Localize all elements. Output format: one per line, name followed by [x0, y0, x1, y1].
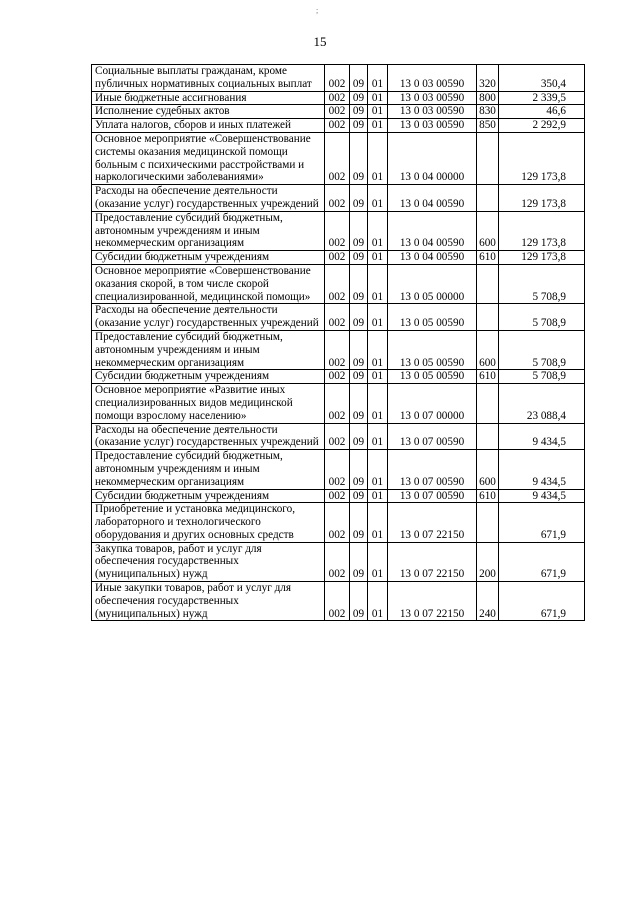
row-expense-type — [477, 384, 499, 423]
row-target-article: 13 0 05 00590 — [388, 370, 477, 384]
row-target-article: 13 0 07 00590 — [388, 450, 477, 489]
row-target-article: 13 0 04 00000 — [388, 132, 477, 184]
row-target-article: 13 0 04 00590 — [388, 211, 477, 250]
table-row — [92, 450, 585, 489]
table-row — [92, 304, 585, 331]
row-amount: 350,4 — [499, 65, 585, 92]
row-section-code: 09 — [350, 119, 368, 133]
row-expense-type: 600 — [477, 211, 499, 250]
row-target-article: 13 0 05 00590 — [388, 304, 477, 331]
row-amount: 129 173,8 — [499, 185, 585, 212]
row-section-code: 09 — [350, 65, 368, 92]
scan-mark: ; — [316, 6, 319, 15]
row-amount: 9 434,5 — [499, 489, 585, 503]
row-amount: 129 173,8 — [499, 132, 585, 184]
row-expense-type — [477, 185, 499, 212]
row-expense-type — [477, 264, 499, 303]
row-name: Приобретение и установка медицинского, лабораторного и технологического оборудования и других основных средств — [92, 503, 325, 542]
table-row — [92, 582, 585, 621]
row-expense-type: 850 — [477, 119, 499, 133]
row-ved-code: 002 — [325, 384, 350, 423]
row-ved-code: 002 — [325, 503, 350, 542]
row-subsection-code: 01 — [368, 582, 388, 621]
row-section-code: 09 — [350, 582, 368, 621]
row-section-code: 09 — [350, 423, 368, 450]
row-amount: 9 434,5 — [499, 423, 585, 450]
row-expense-type: 240 — [477, 582, 499, 621]
row-name: Предоставление субсидий бюджетным, автономным учреждениям и иным некоммерческим организациям — [92, 450, 325, 489]
row-subsection-code: 01 — [368, 489, 388, 503]
row-amount: 129 173,8 — [499, 251, 585, 265]
row-subsection-code: 01 — [368, 304, 388, 331]
row-ved-code: 002 — [325, 211, 350, 250]
budget-table — [91, 64, 585, 621]
row-name: Исполнение судебных актов — [92, 105, 325, 119]
row-expense-type: 610 — [477, 251, 499, 265]
table-row — [92, 264, 585, 303]
row-target-article: 13 0 07 22150 — [388, 503, 477, 542]
row-subsection-code: 01 — [368, 105, 388, 119]
row-name: Основное мероприятие «Развитие иных специализированных видов медицинской помощи взрослому населению» — [92, 384, 325, 423]
row-name: Предоставление субсидий бюджетным, автономным учреждениям и иным некоммерческим организациям — [92, 330, 325, 369]
row-ved-code: 002 — [325, 304, 350, 331]
row-ved-code: 002 — [325, 450, 350, 489]
row-name: Основное мероприятие «Совершенствование оказания скорой, в том числе скорой специализированной, медицинской помощи» — [92, 264, 325, 303]
row-target-article: 13 0 04 00590 — [388, 251, 477, 265]
row-ved-code: 002 — [325, 542, 350, 581]
table-row — [92, 370, 585, 384]
row-section-code: 09 — [350, 105, 368, 119]
row-target-article: 13 0 03 00590 — [388, 65, 477, 92]
row-name: Субсидии бюджетным учреждениям — [92, 251, 325, 265]
row-name: Социальные выплаты гражданам, кроме публичных нормативных социальных выплат — [92, 65, 325, 92]
row-amount: 5 708,9 — [499, 330, 585, 369]
row-subsection-code: 01 — [368, 384, 388, 423]
row-section-code: 09 — [350, 489, 368, 503]
row-section-code: 09 — [350, 211, 368, 250]
row-expense-type: 830 — [477, 105, 499, 119]
row-amount: 129 173,8 — [499, 211, 585, 250]
table-row — [92, 211, 585, 250]
table-row — [92, 503, 585, 542]
row-ved-code: 002 — [325, 65, 350, 92]
row-name: Уплата налогов, сборов и иных платежей — [92, 119, 325, 133]
row-target-article: 13 0 07 22150 — [388, 582, 477, 621]
row-amount: 23 088,4 — [499, 384, 585, 423]
row-amount: 2 339,5 — [499, 91, 585, 105]
row-ved-code: 002 — [325, 582, 350, 621]
row-subsection-code: 01 — [368, 450, 388, 489]
row-name: Расходы на обеспечение деятельности (оказание услуг) государственных учреждений — [92, 185, 325, 212]
row-subsection-code: 01 — [368, 330, 388, 369]
row-amount: 46,6 — [499, 105, 585, 119]
row-ved-code: 002 — [325, 489, 350, 503]
row-amount: 671,9 — [499, 503, 585, 542]
table-row — [92, 185, 585, 212]
row-ved-code: 002 — [325, 264, 350, 303]
row-section-code: 09 — [350, 370, 368, 384]
row-name: Субсидии бюджетным учреждениям — [92, 489, 325, 503]
row-expense-type: 200 — [477, 542, 499, 581]
row-expense-type: 600 — [477, 330, 499, 369]
row-expense-type: 800 — [477, 91, 499, 105]
row-subsection-code: 01 — [368, 264, 388, 303]
row-name: Закупка товаров, работ и услуг для обеспечения государственных (муниципальных) нужд — [92, 542, 325, 581]
row-amount: 5 708,9 — [499, 304, 585, 331]
row-target-article: 13 0 05 00000 — [388, 264, 477, 303]
row-expense-type: 610 — [477, 489, 499, 503]
row-section-code: 09 — [350, 264, 368, 303]
row-ved-code: 002 — [325, 132, 350, 184]
table-row — [92, 423, 585, 450]
row-subsection-code: 01 — [368, 185, 388, 212]
row-target-article: 13 0 03 00590 — [388, 105, 477, 119]
row-expense-type — [477, 503, 499, 542]
row-subsection-code: 01 — [368, 132, 388, 184]
row-expense-type: 600 — [477, 450, 499, 489]
table-row — [92, 105, 585, 119]
row-target-article: 13 0 03 00590 — [388, 91, 477, 105]
row-target-article: 13 0 07 22150 — [388, 542, 477, 581]
row-ved-code: 002 — [325, 105, 350, 119]
row-name: Иные закупки товаров, работ и услуг для обеспечения государственных (муниципальных) нужд — [92, 582, 325, 621]
row-subsection-code: 01 — [368, 542, 388, 581]
table-row — [92, 489, 585, 503]
table-row — [92, 119, 585, 133]
row-name: Субсидии бюджетным учреждениям — [92, 370, 325, 384]
row-section-code: 09 — [350, 91, 368, 105]
row-name: Предоставление субсидий бюджетным, автономным учреждениям и иным некоммерческим организациям — [92, 211, 325, 250]
row-ved-code: 002 — [325, 423, 350, 450]
table-row — [92, 251, 585, 265]
table-row — [92, 91, 585, 105]
row-section-code: 09 — [350, 251, 368, 265]
row-target-article: 13 0 07 00590 — [388, 423, 477, 450]
row-ved-code: 002 — [325, 185, 350, 212]
row-section-code: 09 — [350, 542, 368, 581]
row-ved-code: 002 — [325, 251, 350, 265]
row-subsection-code: 01 — [368, 251, 388, 265]
row-section-code: 09 — [350, 330, 368, 369]
table-row — [92, 384, 585, 423]
row-amount: 671,9 — [499, 582, 585, 621]
row-ved-code: 002 — [325, 91, 350, 105]
row-expense-type — [477, 304, 499, 331]
page-number: 15 — [313, 34, 327, 49]
row-ved-code: 002 — [325, 330, 350, 369]
row-section-code: 09 — [350, 304, 368, 331]
row-amount: 2 292,9 — [499, 119, 585, 133]
row-subsection-code: 01 — [368, 503, 388, 542]
row-expense-type: 610 — [477, 370, 499, 384]
row-subsection-code: 01 — [368, 119, 388, 133]
row-subsection-code: 01 — [368, 91, 388, 105]
row-expense-type: 320 — [477, 65, 499, 92]
row-subsection-code: 01 — [368, 211, 388, 250]
row-target-article: 13 0 03 00590 — [388, 119, 477, 133]
table-row — [92, 65, 585, 92]
row-expense-type — [477, 423, 499, 450]
row-name: Основное мероприятие «Совершенствование системы оказания медицинской помощи больным с психическими расстройствами и наркологическими заболеваниями» — [92, 132, 325, 184]
row-section-code: 09 — [350, 185, 368, 212]
row-amount: 5 708,9 — [499, 264, 585, 303]
row-section-code: 09 — [350, 132, 368, 184]
table-row — [92, 132, 585, 184]
table-row — [92, 330, 585, 369]
row-name: Расходы на обеспечение деятельности (оказание услуг) государственных учреждений — [92, 304, 325, 331]
row-target-article: 13 0 07 00000 — [388, 384, 477, 423]
row-name: Иные бюджетные ассигнования — [92, 91, 325, 105]
budget-table-body — [92, 65, 585, 621]
row-expense-type — [477, 132, 499, 184]
table-row — [92, 542, 585, 581]
row-amount: 5 708,9 — [499, 370, 585, 384]
row-ved-code: 002 — [325, 119, 350, 133]
row-subsection-code: 01 — [368, 65, 388, 92]
row-amount: 9 434,5 — [499, 450, 585, 489]
row-section-code: 09 — [350, 384, 368, 423]
row-amount: 671,9 — [499, 542, 585, 581]
row-target-article: 13 0 04 00590 — [388, 185, 477, 212]
row-section-code: 09 — [350, 503, 368, 542]
row-name: Расходы на обеспечение деятельности (оказание услуг) государственных учреждений — [92, 423, 325, 450]
row-target-article: 13 0 07 00590 — [388, 489, 477, 503]
row-subsection-code: 01 — [368, 423, 388, 450]
row-ved-code: 002 — [325, 370, 350, 384]
row-section-code: 09 — [350, 450, 368, 489]
row-subsection-code: 01 — [368, 370, 388, 384]
row-target-article: 13 0 05 00590 — [388, 330, 477, 369]
